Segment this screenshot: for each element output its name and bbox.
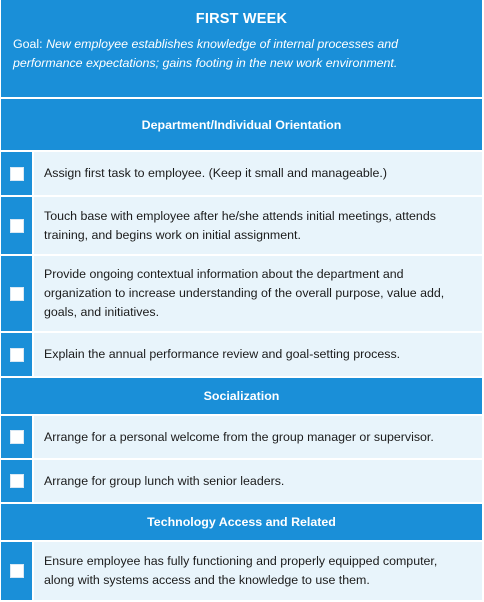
checkbox-gutter [1,152,32,195]
item-text: Assign first task to employee. (Keep it small and manageable.) [34,152,482,195]
goal-text: New employee establishes knowledge of internal processes and performance expectations; gains footing in the new work environment. [13,37,399,70]
item-text: Arrange for group lunch with senior leaders. [34,460,482,502]
checklist-item [1,333,482,376]
checkbox[interactable] [10,430,24,444]
checklist-item [1,256,482,331]
checkbox-gutter [1,197,32,254]
checkbox-gutter [1,416,32,458]
section-header-socialization: Socialization [1,378,482,414]
checklist-item [1,460,482,502]
checkbox-gutter [1,256,32,331]
item-text: Touch base with employee after he/she attends initial meetings, attends training, and begins work on initial assignment. [34,197,482,254]
item-text: Explain the annual performance review and goal-setting process. [34,333,482,376]
checklist-item [1,197,482,254]
section-header-technology-access: Technology Access and Related [1,504,482,540]
item-text: Arrange for a personal welcome from the group manager or supervisor. [34,416,482,458]
checklist-sheet [1,0,482,600]
checkbox-gutter [1,460,32,502]
checkbox[interactable] [10,287,24,301]
checkbox[interactable] [10,348,24,362]
checklist-item [1,416,482,458]
goal-statement [13,35,470,73]
checkbox[interactable] [10,564,24,578]
checkbox[interactable] [10,219,24,233]
checkbox[interactable] [10,167,24,181]
section-header-department-orientation: Department/Individual Orientation [1,99,482,150]
checklist-item [1,152,482,195]
goal-label: Goal: [13,37,47,51]
week-header [1,0,482,97]
checklist-item [1,542,482,600]
item-text: Provide ongoing contextual information about the department and organization to increase understanding of the overall purpose, value add, goals, and initiatives. [34,256,482,331]
checkbox-gutter [1,542,32,600]
week-title: FIRST WEEK [195,11,288,27]
item-text: Ensure employee has fully functioning and properly equipped computer, along with systems access and the knowledge to use them. [34,542,482,600]
checkbox-gutter [1,333,32,376]
checkbox[interactable] [10,474,24,488]
